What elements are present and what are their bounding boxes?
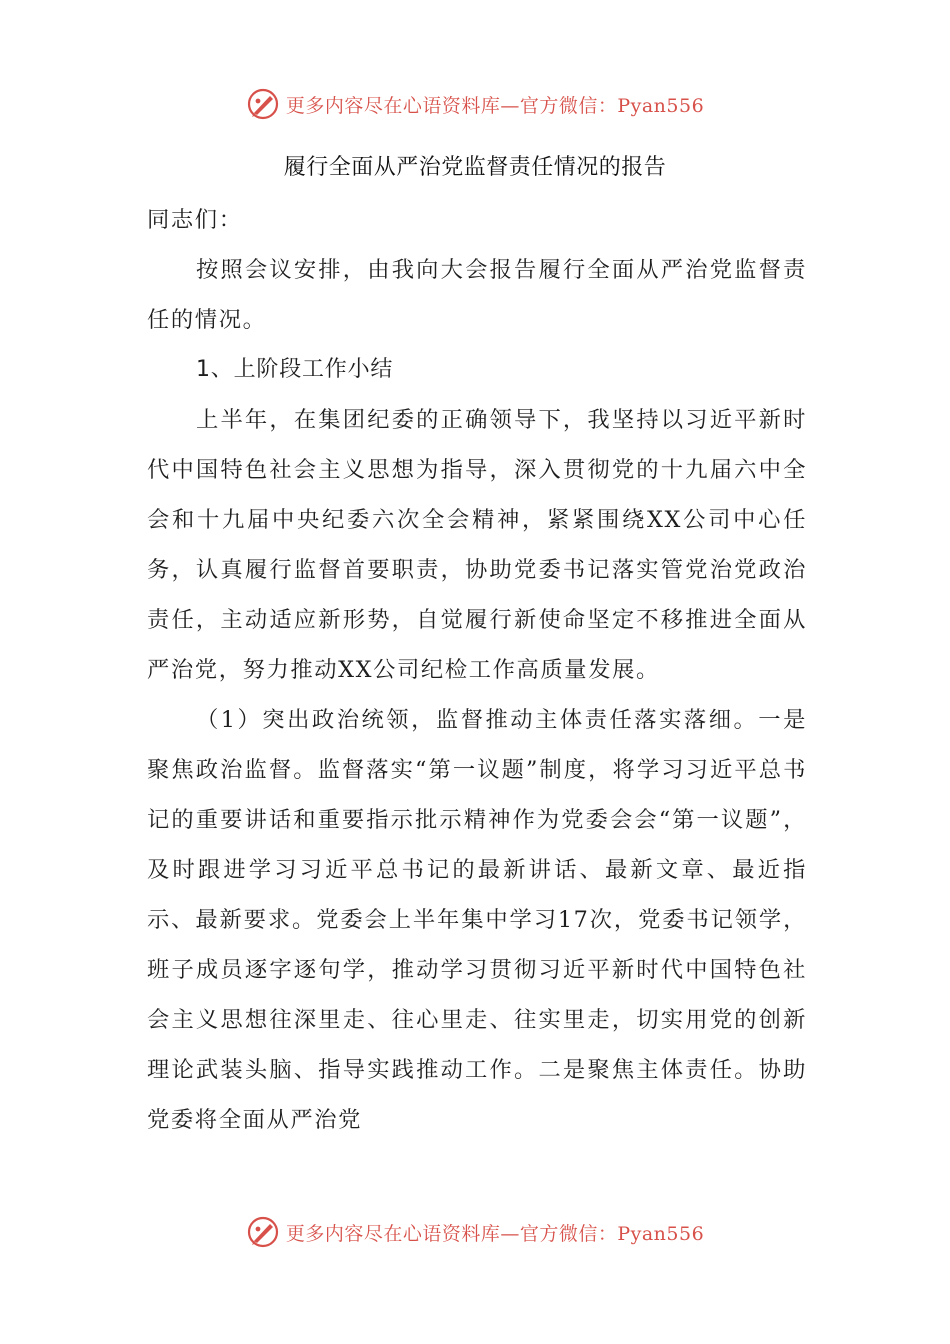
document-body xyxy=(147,195,807,1145)
section-heading: 1、上阶段工作小结 xyxy=(196,357,394,382)
watermark-text: 更多内容尽在心语资料库—官方微信：Pyan556 xyxy=(285,1222,705,1245)
watermark-text: 更多内容尽在心语资料库—官方微信：Pyan556 xyxy=(285,94,705,117)
document-title: 履行全面从严治党监督责任情况的报告 xyxy=(283,155,667,180)
watermark-footer xyxy=(0,1212,950,1252)
salutation: 同志们： xyxy=(147,207,243,233)
pen-nib-logo-icon xyxy=(246,87,280,121)
body-paragraph-2: （1）突出政治统领，监督推动主体责任落实落细。一是聚焦政治监督。监督落实“第一议题”制度，将学习习近平总书记的重要讲话和重要指示批示精神作为党委会会“第一议题”，及时跟进学习习近平总书记的最新讲话、最新文章、最近指示、最新要求。党委会上半年集中学习17次，党委书记领学，班子成员逐字逐句学，推动学习贯彻习近平新时代中国特色社会主义思想往深里走、往心里走、往实里走，切实用党的创新理论武装头脑、指导实践推动工作。二是聚焦主体责任。协助党委将全面从严治党 xyxy=(147,707,807,1133)
watermark-header xyxy=(0,84,950,124)
intro-paragraph: 按照会议安排，由我向大会报告履行全面从严治党监督责任的情况。 xyxy=(147,257,807,333)
body-paragraph-1: 上半年，在集团纪委的正确领导下，我坚持以习近平新时代中国特色社会主义思想为指导，深入贯彻党的十九届六中全会和十九届中央纪委六次全会精神，紧紧围绕XX公司中心任务，认真履行监督首要职责，协助党委书记落实管党治党政治责任，主动适应新形势，自觉履行新使命坚定不移推进全面从严治党，努力推动XX公司纪检工作高质量发展。 xyxy=(147,407,807,683)
pen-nib-logo-icon xyxy=(246,1215,280,1249)
